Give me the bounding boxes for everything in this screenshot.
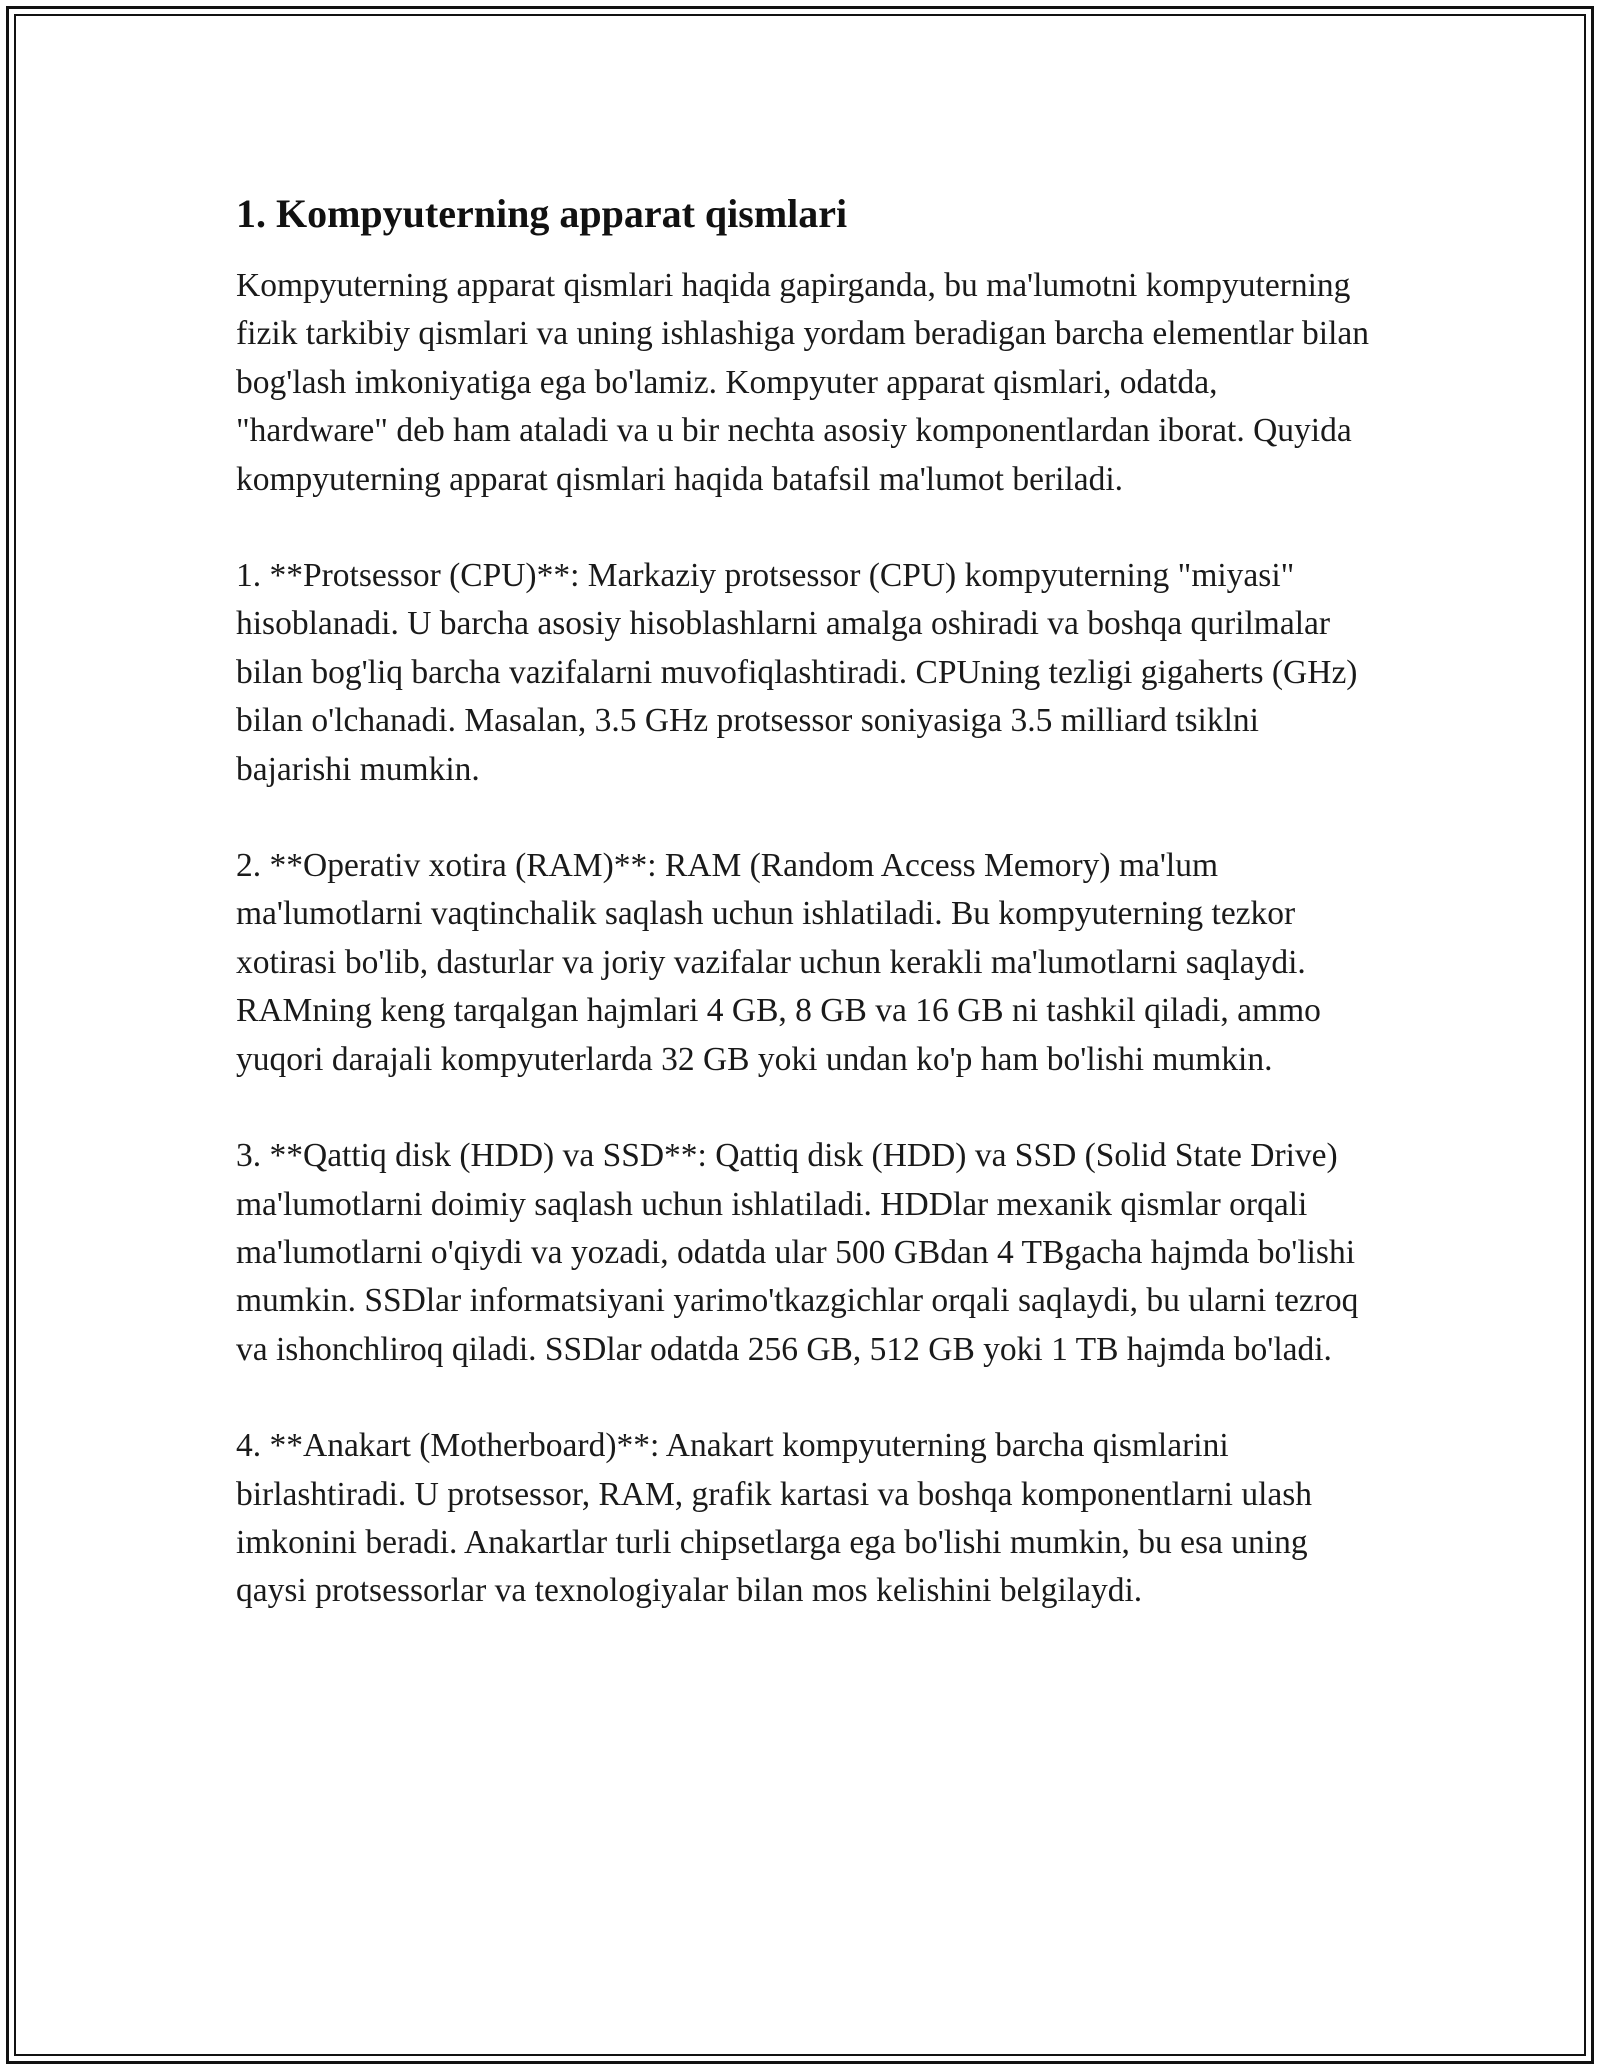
storage-paragraph: 3. **Qattiq disk (HDD) va SSD**: Qattiq disk (HDD) va SSD (Solid State Drive) ma'lumotlarni doimiy saqlash uchun ishlatiladi. HDDlar mexanik qismlar orqali ma'lumotlarni o'qiydi va yozadi, odatda ular 500 GBdan 4 TBgacha hajmda bo'lishi mumkin. SSDlar informatsiyani yarimo'tkazgichlar orqali saqlaydi, bu ularni tezroq va ishonchliroq qiladi. SSDlar odatda 256 GB, 512 GB yoki 1 TB hajmda bo'ladi. xyxy=(236,1137,1359,1368)
section-heading: 1. Kompyuterning apparat qismlari xyxy=(236,191,848,236)
document-body xyxy=(236,186,1376,1664)
intro-paragraph: Kompyuterning apparat qismlari haqida gapirganda, bu ma'lumotni kompyuterning fizik tarkibiy qismlari va uning ishlashiga yordam beradigan barcha elementlar bilan bog'lash imkoniyatiga ega bo'lamiz. Kompyuter apparat qismlari, odatda, "hardware" deb ham ataladi va u bir nechta asosiy komponentlardan iborat. Quyida kompyuterning apparat qismlari haqida batafsil ma'lumot beriladi. xyxy=(236,267,1370,498)
motherboard-paragraph: 4. **Anakart (Motherboard)**: Anakart kompyuterning barcha qismlarini birlashtiradi. U protsessor, RAM, grafik kartasi va boshqa komponentlarni ulash imkonini beradi. Anakartlar turli chipsetlarga ega bo'lishi mumkin, bu esa uning qaysi protsessorlar va texnologiyalar bilan mos kelishini belgilaydi. xyxy=(236,1427,1313,1610)
ram-paragraph: 2. **Operativ xotira (RAM)**: RAM (Random Access Memory) ma'lum ma'lumotlarni vaqtinchalik saqlash uchun ishlatiladi. Bu kompyuterning tezkor xotirasi bo'lib, dasturlar va joriy vazifalar uchun kerakli ma'lumotlarni saqlaydi. RAMning keng tarqalgan hajmlari 4 GB, 8 GB va 16 GB ni tashkil qiladi, ammo yuqori darajali kompyuterlarda 32 GB yoki undan ko'p ham bo'lishi mumkin. xyxy=(236,847,1321,1078)
cpu-paragraph: 1. **Protsessor (CPU)**: Markaziy protsessor (CPU) kompyuterning "miyasi" hisoblanadi. U barcha asosiy hisoblashlarni amalga oshiradi va boshqa qurilmalar bilan bog'liq barcha vazifalarni muvofiqlashtiradi. CPUning tezligi gigaherts (GHz) bilan o'lchanadi. Masalan, 3.5 GHz protsessor soniyasiga 3.5 milliard tsiklni bajarishi mumkin. xyxy=(236,557,1358,788)
